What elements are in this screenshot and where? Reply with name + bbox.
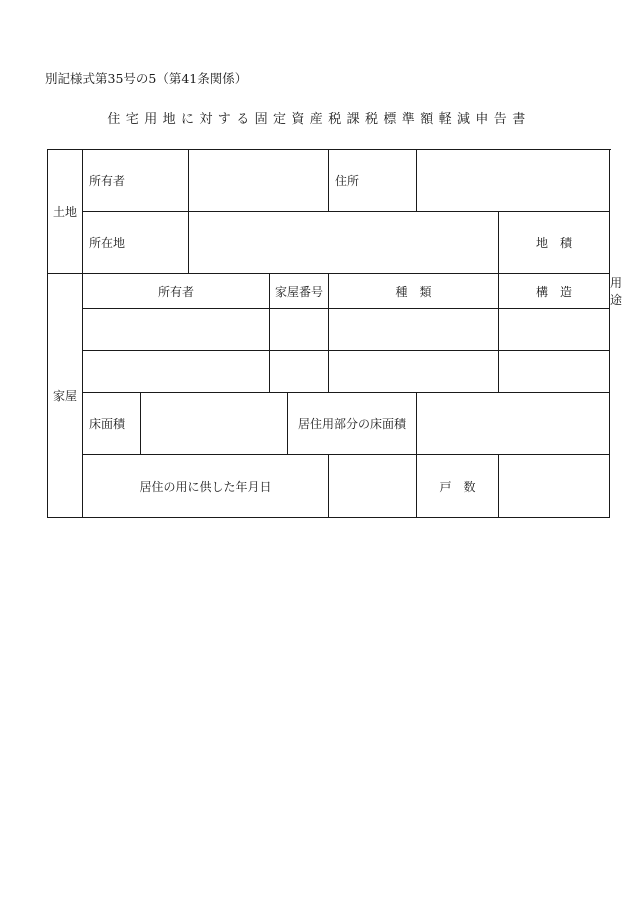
house-col-owner: 所有者 [83, 274, 270, 309]
house-structure-cell[interactable] [499, 309, 610, 351]
document-title: 住宅用地に対する固定資産税課税標準額軽減申告書 [107, 112, 531, 127]
house-number-cell[interactable] [270, 351, 329, 393]
land-area-label: 地 積 [499, 212, 610, 274]
declaration-form-table: 土地 所有者 住所 所在地 地 積 家屋 所有者 家屋番号 種 類 構 造 用 途 床面積 居住用部分の床面積 居住の用に供した年月日 戸 数 [47, 149, 610, 518]
house-structure-cell[interactable] [499, 351, 610, 393]
land-owner-field[interactable] [189, 150, 329, 212]
residential-floor-area-label: 居住用部分の床面積 [288, 393, 417, 455]
house-entry-row [48, 309, 610, 351]
house-owner-cell[interactable] [83, 309, 270, 351]
land-owner-label: 所有者 [83, 150, 189, 212]
land-section-label: 土地 [48, 150, 83, 274]
floor-area-label: 床面積 [83, 393, 141, 455]
house-entry-row [48, 351, 610, 393]
land-address-field[interactable] [417, 150, 610, 212]
occupancy-date-label: 居住の用に供した年月日 [83, 455, 329, 518]
house-type-cell[interactable] [329, 309, 499, 351]
form-reference: 別記様式第35号の5（第41条関係） [45, 71, 248, 86]
land-location-label: 所在地 [83, 212, 189, 274]
occupancy-date-field[interactable] [329, 455, 417, 518]
land-address-label: 住所 [329, 150, 417, 212]
floor-area-field[interactable] [141, 393, 288, 455]
household-count-field[interactable] [499, 455, 610, 518]
house-col-structure: 構 造 [499, 274, 610, 309]
house-section-label: 家屋 [48, 274, 83, 518]
house-number-cell[interactable] [270, 309, 329, 351]
residential-floor-area-field[interactable] [417, 393, 610, 455]
household-count-label: 戸 数 [417, 455, 499, 518]
house-type-cell[interactable] [329, 351, 499, 393]
house-col-type: 種 類 [329, 274, 499, 309]
land-location-field[interactable] [189, 212, 499, 274]
house-col-number: 家屋番号 [270, 274, 329, 309]
house-owner-cell[interactable] [83, 351, 270, 393]
